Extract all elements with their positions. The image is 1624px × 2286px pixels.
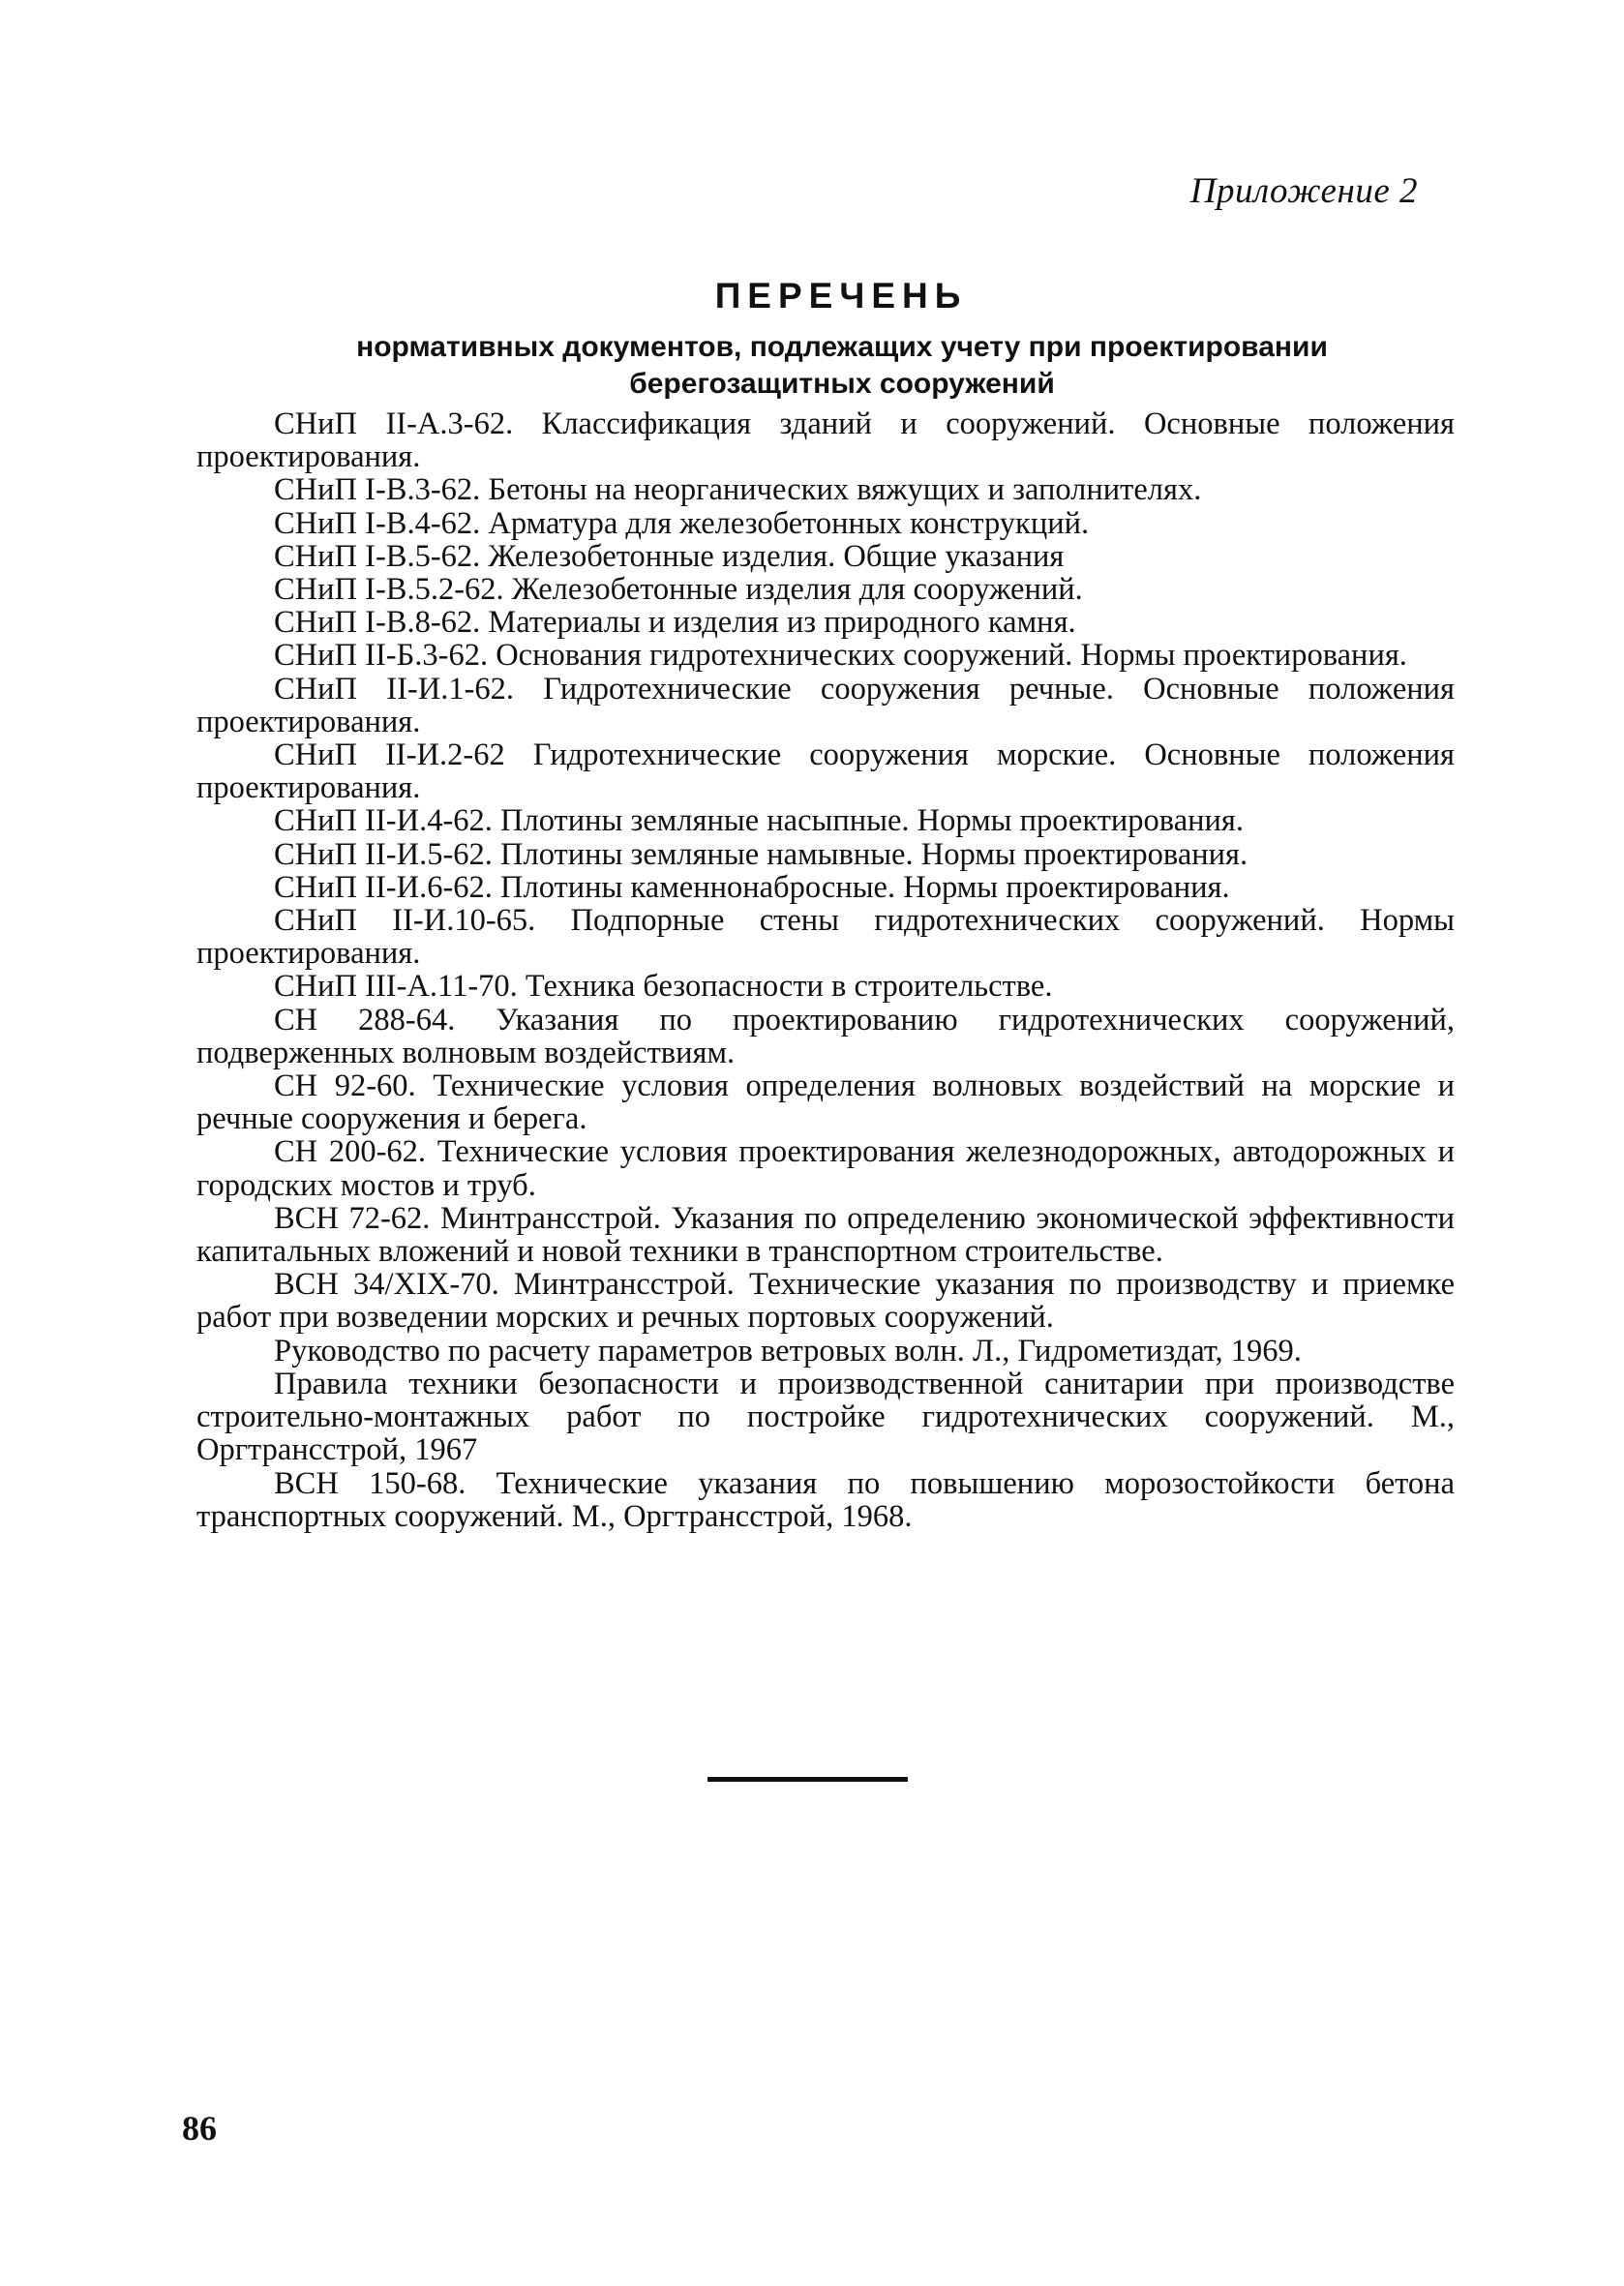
list-item: ВСН 72-62. Минтрансстрой. Указания по определению экономической эффективности капитальных вложений и новой техники в транспортном строительстве. xyxy=(196,1200,1455,1270)
list-item: СНиП II-И.6-62. Плотины каменнонабросные. Нормы проектирования. xyxy=(274,869,1230,905)
list-item: СНиП I-В.5.2-62. Железобетонные изделия для сооружений. xyxy=(274,572,1083,608)
list-item: СНиП III-А.11-70. Техника безопасности в строительстве. xyxy=(274,969,1053,1005)
list-item: СНиП II-И.2-62 Гидротехнические сооружения морские. Основные положения проектирования. xyxy=(196,737,1455,806)
list-item: СНиП II-И.5-62. Плотины земляные намывные. Нормы проектирования. xyxy=(274,836,1248,872)
list-item: СНиП I-В.4-62. Арматура для железобетонных конструкций. xyxy=(274,505,1090,541)
list-item: СН 200-62. Технические условия проектирования железнодорожных, автодорожных и городских мостов и труб. xyxy=(196,1134,1455,1203)
page-subtitle: нормативных документов, подлежащих учету при проектировании берегозащитных сооружений xyxy=(356,331,1328,400)
list-item: СНиП I-В.8-62. Материалы и изделия из природного камня. xyxy=(274,605,1076,641)
list-item: СНиП II-А.3-62. Классификация зданий и сооружений. Основные положения проектирования. xyxy=(196,406,1455,475)
list-item: СН 92-60. Технические условия определения волновых воздействий на морские и речные сооружения и берега. xyxy=(196,1068,1455,1137)
list-item: СНиП I-В.5-62. Железобетонные изделия. Общие указания xyxy=(274,538,1065,574)
list-item: СНиП II-И.10-65. Подпорные стены гидротехнических сооружений. Нормы проектирования. xyxy=(196,903,1455,972)
list-item: ВСН 150-68. Технические указания по повышению морозостойкости бетона транспортных сооружений. М., Оргтрансстрой, 1968. xyxy=(196,1465,1455,1534)
list-item: Правила техники безопасности и производственной санитарии при производстве строительно-монтажных работ по постройке гидротехнических сооружений. М., Оргтрансстрой, 1967 xyxy=(196,1366,1455,1468)
list-item: СНиП II-Б.3-62. Основания гидротехнических сооружений. Нормы проектирования. xyxy=(274,638,1407,674)
end-divider xyxy=(707,1777,908,1782)
document-list xyxy=(196,407,1455,1533)
list-item: СНиП I-В.3-62. Бетоны на неорганических вяжущих и заполнителях. xyxy=(274,472,1202,508)
page-title: ПЕРЕЧЕНЬ xyxy=(714,276,968,316)
list-item: ВСН 34/XIX-70. Минтрансстрой. Технические указания по производству и приемке работ при возведении морских и речных портовых сооружений. xyxy=(196,1267,1455,1336)
page-number: 86 xyxy=(182,2109,217,2148)
list-item: Руководство по расчету параметров ветровых волн. Л., Гидрометиздат, 1969. xyxy=(274,1333,1302,1369)
list-item: СНиП II-И.1-62. Гидротехнические сооружения речные. Основные положения проектирования. xyxy=(196,671,1455,739)
list-item: СНиП II-И.4-62. Плотины земляные насыпные. Нормы проектирования. xyxy=(274,803,1245,839)
list-item: СН 288-64. Указания по проектированию гидротехнических сооружений, подверженных волновым воздействиям. xyxy=(196,1002,1455,1070)
appendix-label: Приложение 2 xyxy=(1189,171,1418,211)
